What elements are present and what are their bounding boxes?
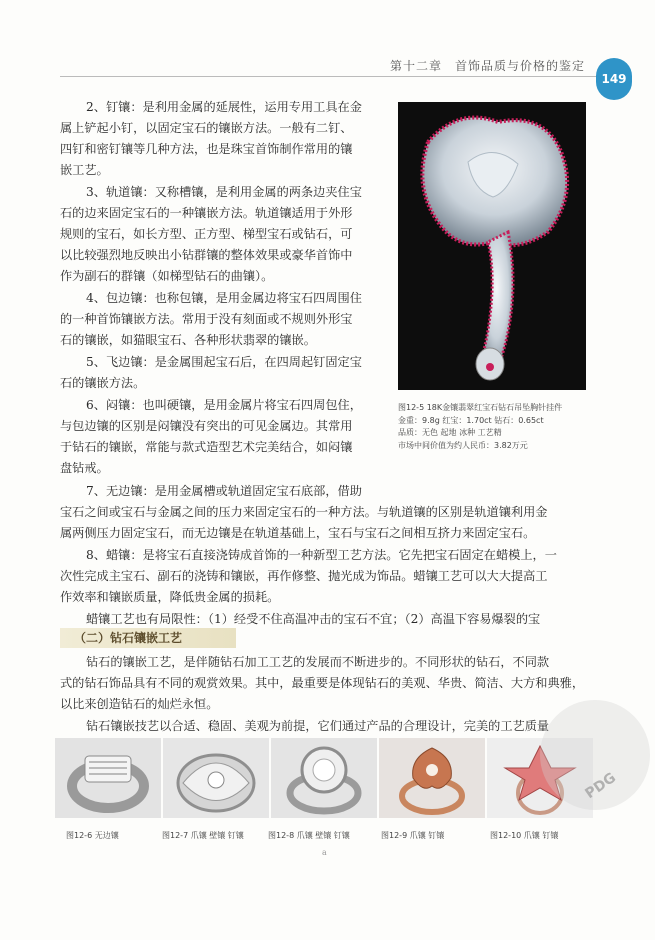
thumbnail-caption: 图12-8 爪镶 壁镶 钉镶 xyxy=(268,831,350,840)
section-heading: （二）钻石镶嵌工艺 xyxy=(60,628,236,648)
text-line: 规则的宝石，如长方型、正方型、梯型宝石或钻石，可 xyxy=(60,227,353,241)
caption-line: 图12-5 18K金镶翡翠红宝石钻石吊坠胸针挂件 xyxy=(398,403,563,412)
text-line: 与包边镶的区别是闷镶没有突出的可见金属边。其常用 xyxy=(60,419,353,433)
text-line: 四钉和密钉镶等几种方法，也是珠宝首饰制作常用的镶 xyxy=(60,142,353,156)
thumbnail-caption: 图12-7 爪镶 壁镶 钉镶 xyxy=(162,831,244,840)
text-line: 石的镶嵌方法。 xyxy=(60,376,146,390)
caption-line: 品质：无色 起地 冰种 工艺精 xyxy=(398,428,502,437)
footer-mark: a xyxy=(322,848,327,857)
text-line: 2、钉镶：是利用金属的延展性，运用专用工具在金 xyxy=(86,100,362,114)
text-line: 石的边来固定宝石的一种镶嵌方法。轨道镶适用于外形 xyxy=(60,206,353,220)
thumbnail-ring-4 xyxy=(379,738,485,818)
text-line: 4、包边镶：也称包镶，是用金属边将宝石四周围住 xyxy=(86,291,362,305)
text-line: 5、飞边镶：是金属围起宝石后，在四周起钉固定宝 xyxy=(86,355,362,369)
text-line: 钻石镶嵌技艺以合适、稳固、美观为前提，它们通过产品的合理设计，完美的工艺质量 xyxy=(86,719,550,733)
watermark-text: PDG xyxy=(582,769,619,803)
text-line: 的一种首饰镶嵌方法。常用于没有刻面或不规则外形宝 xyxy=(60,312,353,326)
ring-illustration xyxy=(271,738,377,818)
text-line: 6、闷镶：也叫硬镶，是用金属片将宝石四周包住， xyxy=(86,398,362,412)
text-line: 钻石的镶嵌工艺，是伴随钻石加工工艺的发展而不断进步的。不同形状的钻石，不同款 xyxy=(86,655,550,669)
thumbnail-caption: 图12-6 无边镶 xyxy=(66,831,119,840)
thumbnail-ring-2 xyxy=(163,738,269,818)
text-line: 7、无边镶：是用金属槽或轨道固定宝石底部，借助 xyxy=(86,484,362,498)
pdg-watermark xyxy=(540,700,650,810)
thumbnail-caption: 图12-10 爪镶 钉镶 xyxy=(490,831,559,840)
main-figure-caption xyxy=(398,402,598,452)
header-divider xyxy=(60,76,605,77)
text-line: 以比来创造钻石的灿烂永恒。 xyxy=(60,697,219,711)
text-line: 石的镶嵌，如猫眼宝石、各种形状翡翠的镶嵌。 xyxy=(60,333,316,347)
thumbnail-ring-3 xyxy=(271,738,377,818)
text-line: 嵌工艺。 xyxy=(60,163,109,177)
ring-illustration xyxy=(55,738,161,818)
ring-illustration xyxy=(163,738,269,818)
text-line: 3、轨道镶：又称槽镶，是利用金属的两条边夹住宝 xyxy=(86,185,362,199)
text-line: 蜡镶工艺也有局限性：（1）经受不住高温冲击的宝石不宜；（2）高温下容易爆裂的宝 xyxy=(86,612,541,626)
caption-line: 金重：9.8g 红宝：1.70ct 钻石：0.65ct xyxy=(398,415,544,425)
thumbnail-caption: 图12-9 爪镶 钉镶 xyxy=(381,831,445,840)
caption-line: 市场中间价值为约人民币：3.82万元 xyxy=(398,440,528,450)
text-line: 8、蜡镶：是将宝石直接浇铸成首饰的一种新型工艺方法。它先把宝石固定在蜡模上，一 xyxy=(86,548,557,562)
text-line: 次性完成主宝石、副石的浇铸和镶嵌，再作修整、抛光成为饰品。蜡镶工艺可以大大提高工 xyxy=(60,569,548,583)
page-number-badge: 149 xyxy=(596,58,632,100)
chapter-title: 第十二章 首饰品质与价格的鉴定 xyxy=(389,59,585,73)
text-line: 属上铲起小钉，以固定宝石的镶嵌方法。一般有二钉、 xyxy=(60,121,353,135)
text-line: 式的钻石饰品具有不同的观赏效果。其中，最重要是体现钻石的美观、华贵、简洁、大方和典雅， xyxy=(60,676,585,690)
main-figure-pendant xyxy=(398,102,586,390)
text-line: 作效率和镶嵌质量，降低贵金属的损耗。 xyxy=(60,590,280,604)
pendant-illustration xyxy=(398,102,586,390)
text-line: 盘钻戒。 xyxy=(60,461,109,475)
text-line: 属两侧压力固定宝石，而无边镶是在轨道基础上，宝石与宝石之间相互挤力来固定宝石。 xyxy=(60,526,536,540)
thumbnail-ring-1 xyxy=(55,738,161,818)
text-line: 作为副石的群镶（如梯型钻石的曲镶）。 xyxy=(60,269,274,283)
page-header xyxy=(0,0,655,90)
text-line: 以比较强烈地反映出小钻群镶的整体效果或豪华首饰中 xyxy=(60,248,353,262)
text-line: 于钻石的镶嵌，常能与款式造型艺术完美结合，如闷镶 xyxy=(60,440,353,454)
ring-illustration xyxy=(379,738,485,818)
text-line: 宝石之间或宝石与金属之间的压力来固定宝石的一种方法。与轨道镶的区别是轨道镶利用金 xyxy=(60,505,548,519)
